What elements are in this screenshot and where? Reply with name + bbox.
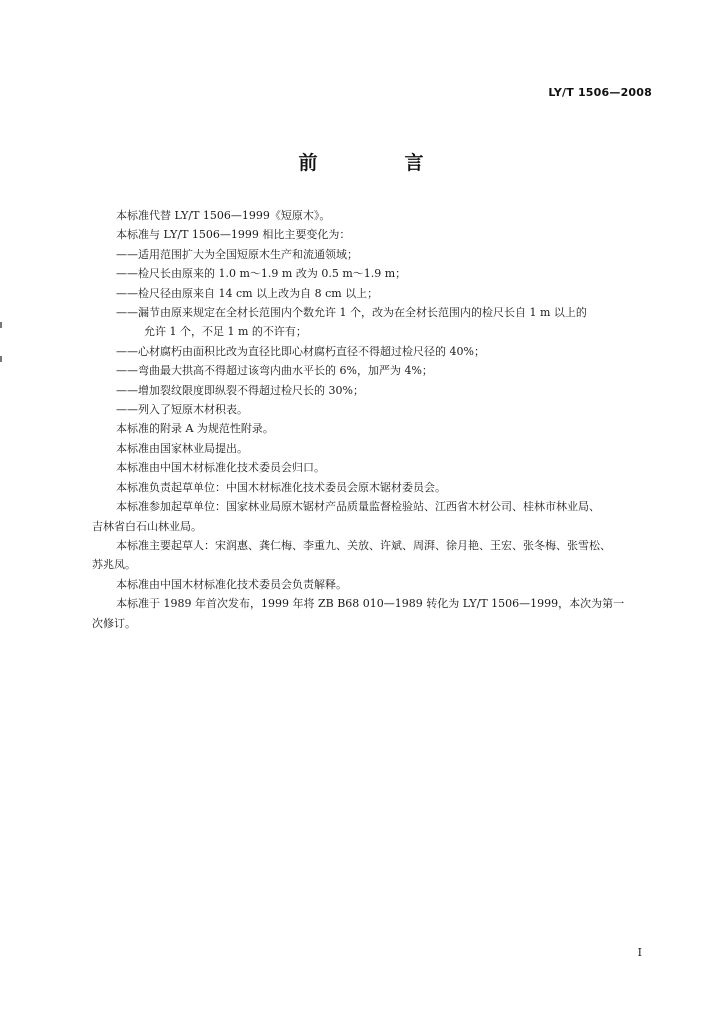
- paragraph-annex: 本标准的附录 A 为规范性附录。: [116, 422, 274, 436]
- change-item-crook: ——弯曲最大拱高不得超过该弯内曲水平长的 6%，加严为 4%；: [116, 364, 433, 378]
- paragraph-replaces: 本标准代替 LY/T 1506—1999《短原木》。: [116, 209, 331, 222]
- page-title: 前 言: [298, 152, 458, 174]
- standard-number: LY/T 1506—2008: [548, 86, 652, 99]
- change-item-scope: ——适用范围扩大为全国短原木生产和流通领域；: [116, 247, 358, 261]
- change-item-knots-continued: 允许 1 个，不足 1 m 的不许有；: [144, 325, 307, 339]
- page-number: I: [637, 946, 642, 959]
- change-item-diameter: ——检尺径由原来自 14 cm 以上改为自 8 cm 以上；: [116, 286, 379, 300]
- scan-edge-mark: [0, 322, 2, 328]
- change-item-heart-rot: ——心材腐朽由面积比改为直径比即心材腐朽直径不得超过检尺径的 40%；: [116, 344, 485, 358]
- paragraph-participating-units-continued: 吉林省白石山林业局。: [92, 519, 202, 533]
- change-item-checks: ——增加裂纹限度即纵裂不得超过检尺长的 30%；: [116, 383, 364, 397]
- change-item-volume-table: ——列入了短原木材积表。: [116, 403, 248, 417]
- paragraph-interpretation: 本标准由中国木材标准化技术委员会负责解释。: [116, 577, 347, 591]
- scan-edge-mark: [0, 356, 2, 362]
- paragraph-history-continued: 次修订。: [92, 616, 136, 630]
- change-item-knots: ——漏节由原来规定在全材长范围内个数允许 1 个，改为在全材长范围内的检尺长自 1 m 以上的: [116, 306, 587, 320]
- paragraph-under-jurisdiction: 本标准由中国木材标准化技术委员会归口。: [116, 461, 325, 475]
- paragraph-drafting-unit: 本标准负责起草单位：中国木材标准化技术委员会原木锯材委员会。: [116, 480, 446, 494]
- paragraph-history: 本标准于 1989 年首次发布，1999 年将 ZB B68 010—1989 转化为 LY/T 1506—1999，本次为第一: [116, 597, 625, 611]
- paragraph-proposed-by: 本标准由国家林业局提出。: [116, 441, 248, 455]
- paragraph-changes-intro: 本标准与 LY/T 1506—1999 相比主要变化为：: [116, 228, 351, 242]
- change-item-length: ——检尺长由原来的 1.0 m～1.9 m 改为 0.5 m～1.9 m；: [116, 267, 407, 281]
- paragraph-drafters: 本标准主要起草人：宋润惠、龚仁梅、李重九、关放、许斌、周湃、徐月艳、王宏、张冬梅、张雪松、: [116, 538, 611, 552]
- foreword-body: [92, 206, 658, 633]
- paragraph-drafters-continued: 苏兆凤。: [92, 558, 136, 572]
- paragraph-participating-units: 本标准参加起草单位：国家林业局原木锯材产品质量监督检验站、江西省木材公司、桂林市林业局、: [116, 500, 600, 514]
